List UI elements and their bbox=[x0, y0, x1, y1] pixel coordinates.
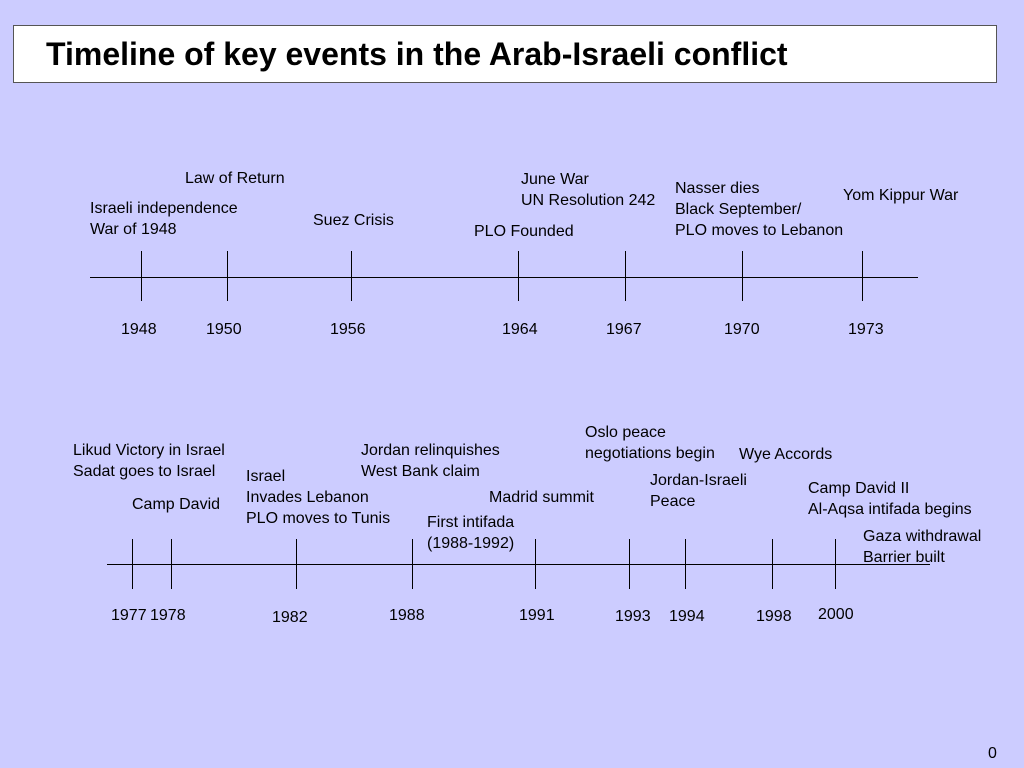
tick-2000 bbox=[835, 539, 836, 589]
tick-1993 bbox=[629, 539, 630, 589]
tick-1967 bbox=[625, 251, 626, 301]
year-label: 1970 bbox=[724, 321, 760, 338]
event-label-line: Law of Return bbox=[185, 170, 285, 187]
year-label: 1991 bbox=[519, 607, 555, 624]
event-oslo-peace bbox=[585, 422, 715, 464]
event-label-line: Jordan relinquishes bbox=[361, 442, 500, 459]
title-box bbox=[13, 25, 997, 83]
event-label-line: West Bank claim bbox=[361, 463, 480, 480]
year-label: 1967 bbox=[606, 321, 642, 338]
tick-1978 bbox=[171, 539, 172, 589]
tick-1994 bbox=[685, 539, 686, 589]
year-label: 1948 bbox=[121, 321, 157, 338]
year-label: 1956 bbox=[330, 321, 366, 338]
tick-1973 bbox=[862, 251, 863, 301]
event-label-line: Israel bbox=[246, 468, 286, 485]
event-label-line: Yom Kippur War bbox=[843, 187, 959, 204]
event-likud-victory bbox=[73, 440, 225, 482]
event-jordan-relinquishes bbox=[361, 440, 500, 482]
event-yom-kippur-war bbox=[843, 185, 958, 206]
year-label: 1973 bbox=[848, 321, 884, 338]
event-label-line: Al-Aqsa intifada begins bbox=[808, 501, 972, 518]
tick-1982 bbox=[296, 539, 297, 589]
event-plo-founded bbox=[474, 221, 574, 242]
event-wye-accords bbox=[739, 444, 832, 465]
event-label-line: Black September/ bbox=[675, 201, 802, 218]
event-label-line: negotiations begin bbox=[585, 445, 715, 462]
event-gaza-withdrawal bbox=[863, 526, 981, 568]
event-label-line: Peace bbox=[650, 493, 696, 510]
event-label-line: Invades Lebanon bbox=[246, 489, 369, 506]
year-label: 1978 bbox=[150, 607, 186, 624]
year-label: 1977 bbox=[111, 607, 147, 624]
event-label-line: June War bbox=[521, 171, 589, 188]
event-label-line: Oslo peace bbox=[585, 424, 666, 441]
tick-1977 bbox=[132, 539, 133, 589]
tick-1998 bbox=[772, 539, 773, 589]
event-label-line: Israeli independence bbox=[90, 200, 238, 217]
event-label-line: Suez Crisis bbox=[313, 212, 394, 229]
tick-1988 bbox=[412, 539, 413, 589]
event-label-line: Camp David II bbox=[808, 480, 910, 497]
year-label: 1982 bbox=[272, 609, 308, 626]
event-law-of-return bbox=[185, 168, 285, 189]
timeline-axis bbox=[90, 277, 918, 278]
year-label: 1998 bbox=[756, 608, 792, 625]
tick-1950 bbox=[227, 251, 228, 301]
event-nasser-dies bbox=[675, 178, 843, 241]
tick-1956 bbox=[351, 251, 352, 301]
year-label: 1994 bbox=[669, 608, 705, 625]
tick-1991 bbox=[535, 539, 536, 589]
event-label-line: War of 1948 bbox=[90, 221, 177, 238]
event-first-intifada bbox=[427, 512, 514, 554]
page-number: 0 bbox=[988, 745, 997, 762]
tick-1970 bbox=[742, 251, 743, 301]
timeline-axis bbox=[107, 564, 930, 565]
event-jordan-israeli-peace bbox=[650, 470, 747, 512]
event-label-line: Camp David bbox=[132, 496, 221, 513]
event-camp-david-ii bbox=[808, 478, 972, 520]
year-label: 2000 bbox=[818, 606, 854, 623]
event-label-line: Wye Accords bbox=[739, 446, 833, 463]
year-label: 1950 bbox=[206, 321, 242, 338]
event-camp-david bbox=[132, 494, 220, 515]
page-title: Timeline of key events in the Arab-Israeli conflict bbox=[46, 36, 788, 72]
event-label-line: PLO moves to Tunis bbox=[246, 510, 391, 527]
event-label-line: Jordan-Israeli bbox=[650, 472, 747, 489]
event-label-line: Madrid summit bbox=[489, 489, 594, 506]
event-label-line: PLO moves to Lebanon bbox=[675, 222, 844, 239]
year-label: 1964 bbox=[502, 321, 538, 338]
event-label-line: Nasser dies bbox=[675, 180, 760, 197]
event-suez-crisis bbox=[313, 210, 394, 231]
event-june-war bbox=[521, 169, 655, 211]
event-madrid-summit bbox=[489, 487, 594, 508]
event-label-line: Gaza withdrawal bbox=[863, 528, 982, 545]
event-label-line: Barrier built bbox=[863, 549, 945, 566]
tick-1948 bbox=[141, 251, 142, 301]
tick-1964 bbox=[518, 251, 519, 301]
event-label-line: (1988-1992) bbox=[427, 535, 515, 552]
event-israeli-independence bbox=[90, 198, 238, 240]
event-label-line: First intifada bbox=[427, 514, 515, 531]
year-label: 1993 bbox=[615, 608, 651, 625]
event-label-line: UN Resolution 242 bbox=[521, 192, 656, 209]
event-label-line: Sadat goes to Israel bbox=[73, 463, 216, 480]
event-label-line: PLO Founded bbox=[474, 223, 574, 240]
event-label-line: Likud Victory in Israel bbox=[73, 442, 225, 459]
year-label: 1988 bbox=[389, 607, 425, 624]
